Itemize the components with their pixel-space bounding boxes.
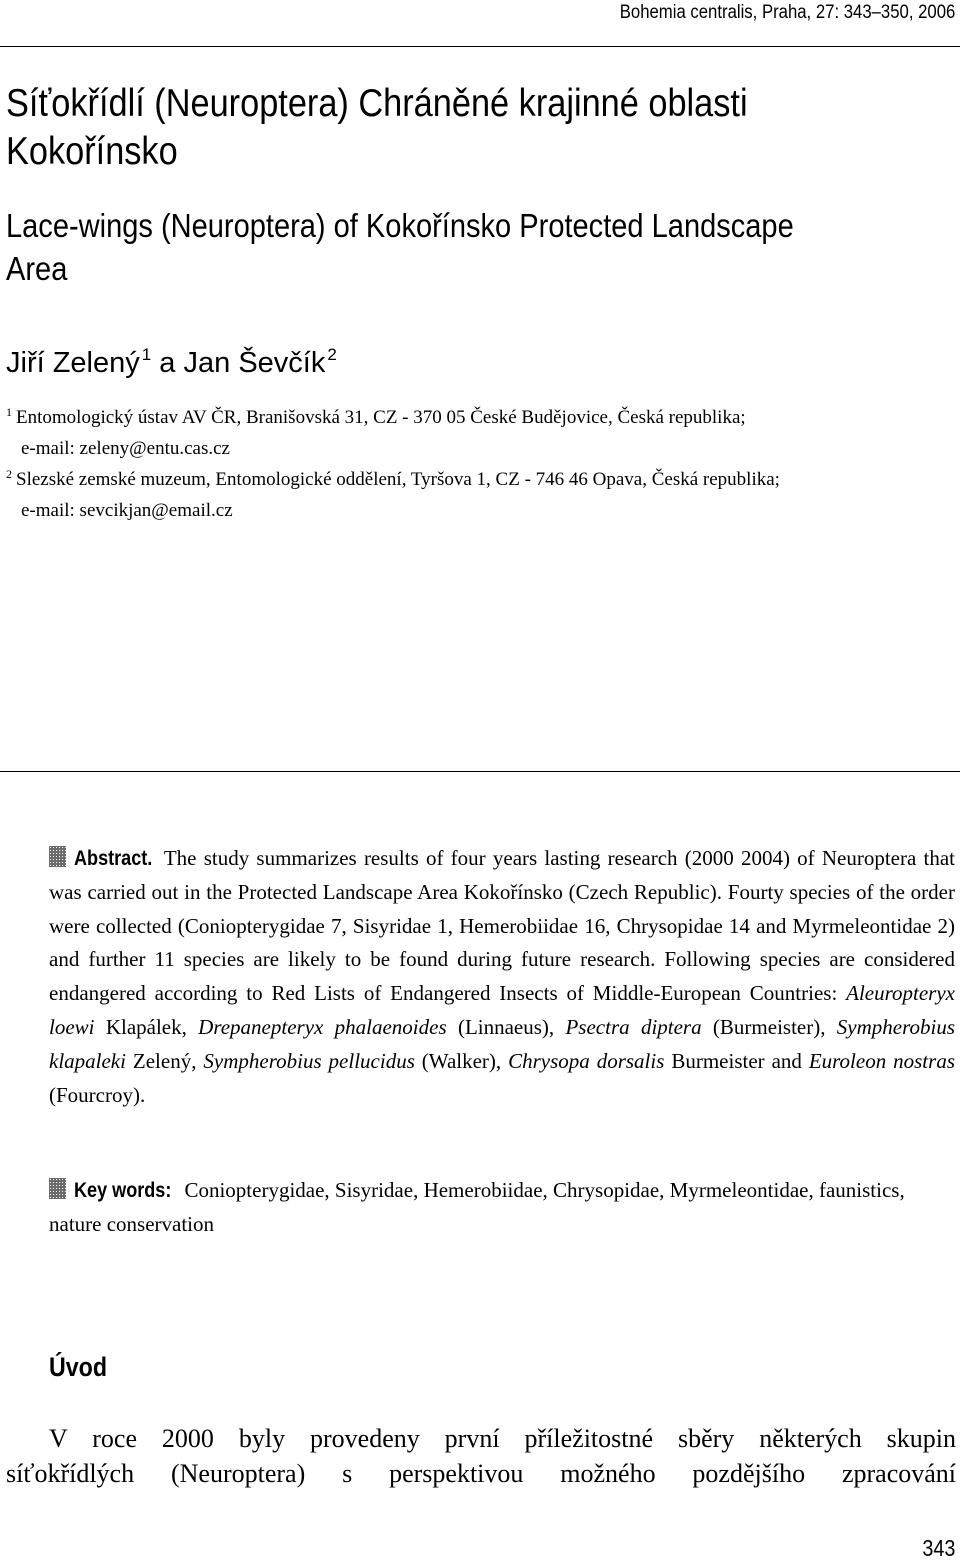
species-name: Euroleon nostras xyxy=(808,1048,955,1073)
intro-line-2: síťokřídlých (Neuroptera) s perspektivou možného pozdějšího zpracování xyxy=(6,1459,956,1488)
intro-line-1: V roce 2000 byly provedeny první příležitostné sběry některých skupin xyxy=(49,1424,956,1453)
abstract-divider xyxy=(0,771,960,772)
affiliation-1 xyxy=(6,397,956,464)
affiliation-address: Entomologický ústav AV ČR, Branišovská 31, CZ - 370 05 České Budějovice, Česká republika; xyxy=(16,407,746,428)
author-connector: a xyxy=(159,347,176,379)
affiliation-email: e-mail: sevcikjan@email.cz xyxy=(21,500,233,521)
species-author: (Burmeister), xyxy=(701,1014,837,1039)
species-author: Burmeister and xyxy=(664,1048,809,1073)
species-name: Aleuropteryx loewi xyxy=(49,981,955,1039)
abstract-text: The study summarizes results of four years lasting research (2000 2004) of Neuroptera that was carried out in the Protected Landscape Area Kokořínsko (Czech Republic). Fourty species of the order were collected (Coniopterygidae 7, Sisyridae 1, Hemerobiidae 16, Chrysopidae 14 and Myrmeleontidae 2) and further 11 species are likely to be found during future research. Following species are considered endangered according to Red Lists of Endangered Insects of Middle-European Countries: xyxy=(49,846,955,1006)
journal-citation: Bohemia centralis, Praha, 27: 343–350, 2006 xyxy=(619,2,955,23)
species-name: Drepanepteryx phalaenoides xyxy=(198,1014,447,1039)
author-first: Jiří Zelený xyxy=(6,347,140,379)
affiliation-email: e-mail: zeleny@entu.cas.cz xyxy=(21,438,230,459)
author-second: Jan Ševčík xyxy=(183,347,326,379)
species-author: (Linnaeus), xyxy=(446,1014,566,1039)
species-author: (Walker), xyxy=(414,1048,509,1073)
abstract-label: Abstract. xyxy=(74,847,153,870)
species-author: Zelený, xyxy=(125,1048,204,1073)
title-czech: Síťokřídlí (Neuroptera) Chráněné krajinné oblasti Kokořínsko xyxy=(6,82,748,173)
species-author: (Fourcroy). xyxy=(49,1082,146,1107)
intro-paragraph xyxy=(6,1421,956,1491)
species-author: Klapálek, xyxy=(94,1014,199,1039)
keywords-text: Coniopterygidae, Sisyridae, Hemerobiidae, Chrysopidae, Myrmeleontidae, faunistics, nature conservation xyxy=(49,1178,905,1236)
affiliation-mark: 2 xyxy=(6,467,12,481)
title-english: Lace-wings (Neuroptera) of Kokořínsko Protected Landscape Area xyxy=(6,207,794,287)
section-heading: Úvod xyxy=(49,1352,108,1382)
abstract-paragraph xyxy=(49,842,955,1112)
page-number: 343 xyxy=(921,1535,955,1561)
affiliation-mark: 1 xyxy=(6,405,12,419)
author-second-affiliation-mark: 2 xyxy=(327,345,337,364)
author-line xyxy=(6,345,337,380)
species-name: Sympherobius pellucidus xyxy=(203,1048,415,1073)
affiliation-2 xyxy=(6,459,956,526)
keywords-paragraph xyxy=(49,1174,955,1242)
header-divider xyxy=(0,46,960,47)
affiliation-address: Slezské zemské muzeum, Entomologické oddělení, Tyršova 1, CZ - 746 46 Opava, Česká republika; xyxy=(16,469,780,490)
species-name: Psectra diptera xyxy=(565,1014,702,1039)
species-name: Chrysopa dorsalis xyxy=(508,1048,665,1073)
author-first-affiliation-mark: 1 xyxy=(141,345,152,364)
dotted-square-icon xyxy=(49,846,66,867)
species-name: Sympherobius klapaleki xyxy=(49,1014,955,1073)
dotted-square-icon xyxy=(49,1178,66,1199)
keywords-label: Key words: xyxy=(74,1179,172,1202)
